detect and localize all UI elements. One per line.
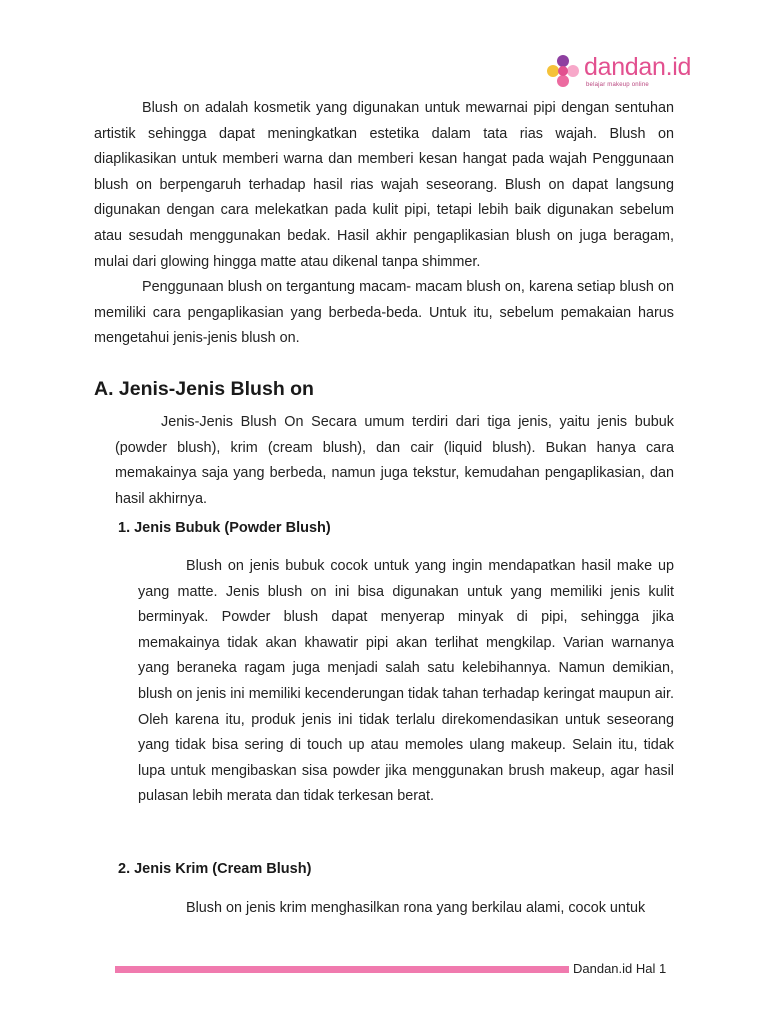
subsection-1-paragraph: Blush on jenis bubuk cocok untuk yang ingin mendapatkan hasil make up yang matte. Jenis blush on ini bisa digunakan untuk yang memiliki jenis kulit berminyak. Powder blush dapat menyerap minyak di pipi, sehingga jika memakainya tidak akan khawatir pipi akan terlihat mengkilap. Varian warnanya yang beraneka ragam juga menjadi salah satu kelebihannya. Namun demikian, blush on jenis ini memiliki kecenderungan tidak tahan terhadap keringat maupun air. Oleh karena itu, produk jenis ini tidak terlalu direkomendasikan untuk seseorang yang tidak bisa sering di touch up atau memoles ulang makeup. Selain itu, tidak lupa untuk mengibaskan sisa powder jika menggunakan brush makeup, agar hasil pulasan lebih merata dan tidak terkesan berat. (138, 558, 674, 805)
logo-name: dandan.id (584, 53, 692, 81)
subsection-1-heading: 1. Jenis Bubuk (Powder Blush) (118, 520, 331, 536)
section-a-paragraph: Jenis-Jenis Blush On Secara umum terdiri dari tiga jenis, yaitu jenis bubuk (powder blush), krim (cream blush), dan cair (liquid blush). Bukan hanya cara memakainya saja yang berbeda, namun juga tekstur, kemudahan pengaplikasian, dan hasil akhirnya. (115, 414, 674, 507)
footer-bar (115, 966, 569, 973)
subsection-2-paragraph: Blush on jenis krim menghasilkan rona yang berkilau alami, cocok untuk (186, 900, 646, 916)
intro-paragraph-1: Blush on adalah kosmetik yang digunakan untuk mewarnai pipi dengan sentuhan artistik sehingga dapat meningkatkan estetika dalam tata rias wajah. Blush on diaplikasikan untuk memberi warna dan memberi kesan hangat pada wajah Penggunaan blush on berpengaruh terhadap hasil rias wajah seseorang. Blush on dapat langsung digunakan dengan cara melekatkan pada kulit pipi, tetapi lebih baik digunakan sebelum atau sesudah menggunakan bedak. Hasil akhir pengaplikasian blush on juga beragam, mulai dari glowing hingga matte atau dikenal tanpa shimmer. (94, 100, 674, 270)
intro-paragraph-2: Penggunaan blush on tergantung macam- macam blush on, karena setiap blush on memiliki cara pengaplikasian yang berbeda-beda. Untuk itu, sebelum pemakaian harus mengetahui jenis-jenis blush on. (94, 279, 674, 347)
subsection-2-heading: 2. Jenis Krim (Cream Blush) (118, 861, 312, 877)
section-a-heading: A. Jenis-Jenis Blush on (94, 378, 314, 400)
brand-logo (546, 52, 726, 92)
flower-logo-icon (546, 54, 580, 88)
footer-page-label: Dandan.id Hal 1 (573, 961, 667, 976)
logo-tagline: belajar makeup online (586, 82, 649, 88)
